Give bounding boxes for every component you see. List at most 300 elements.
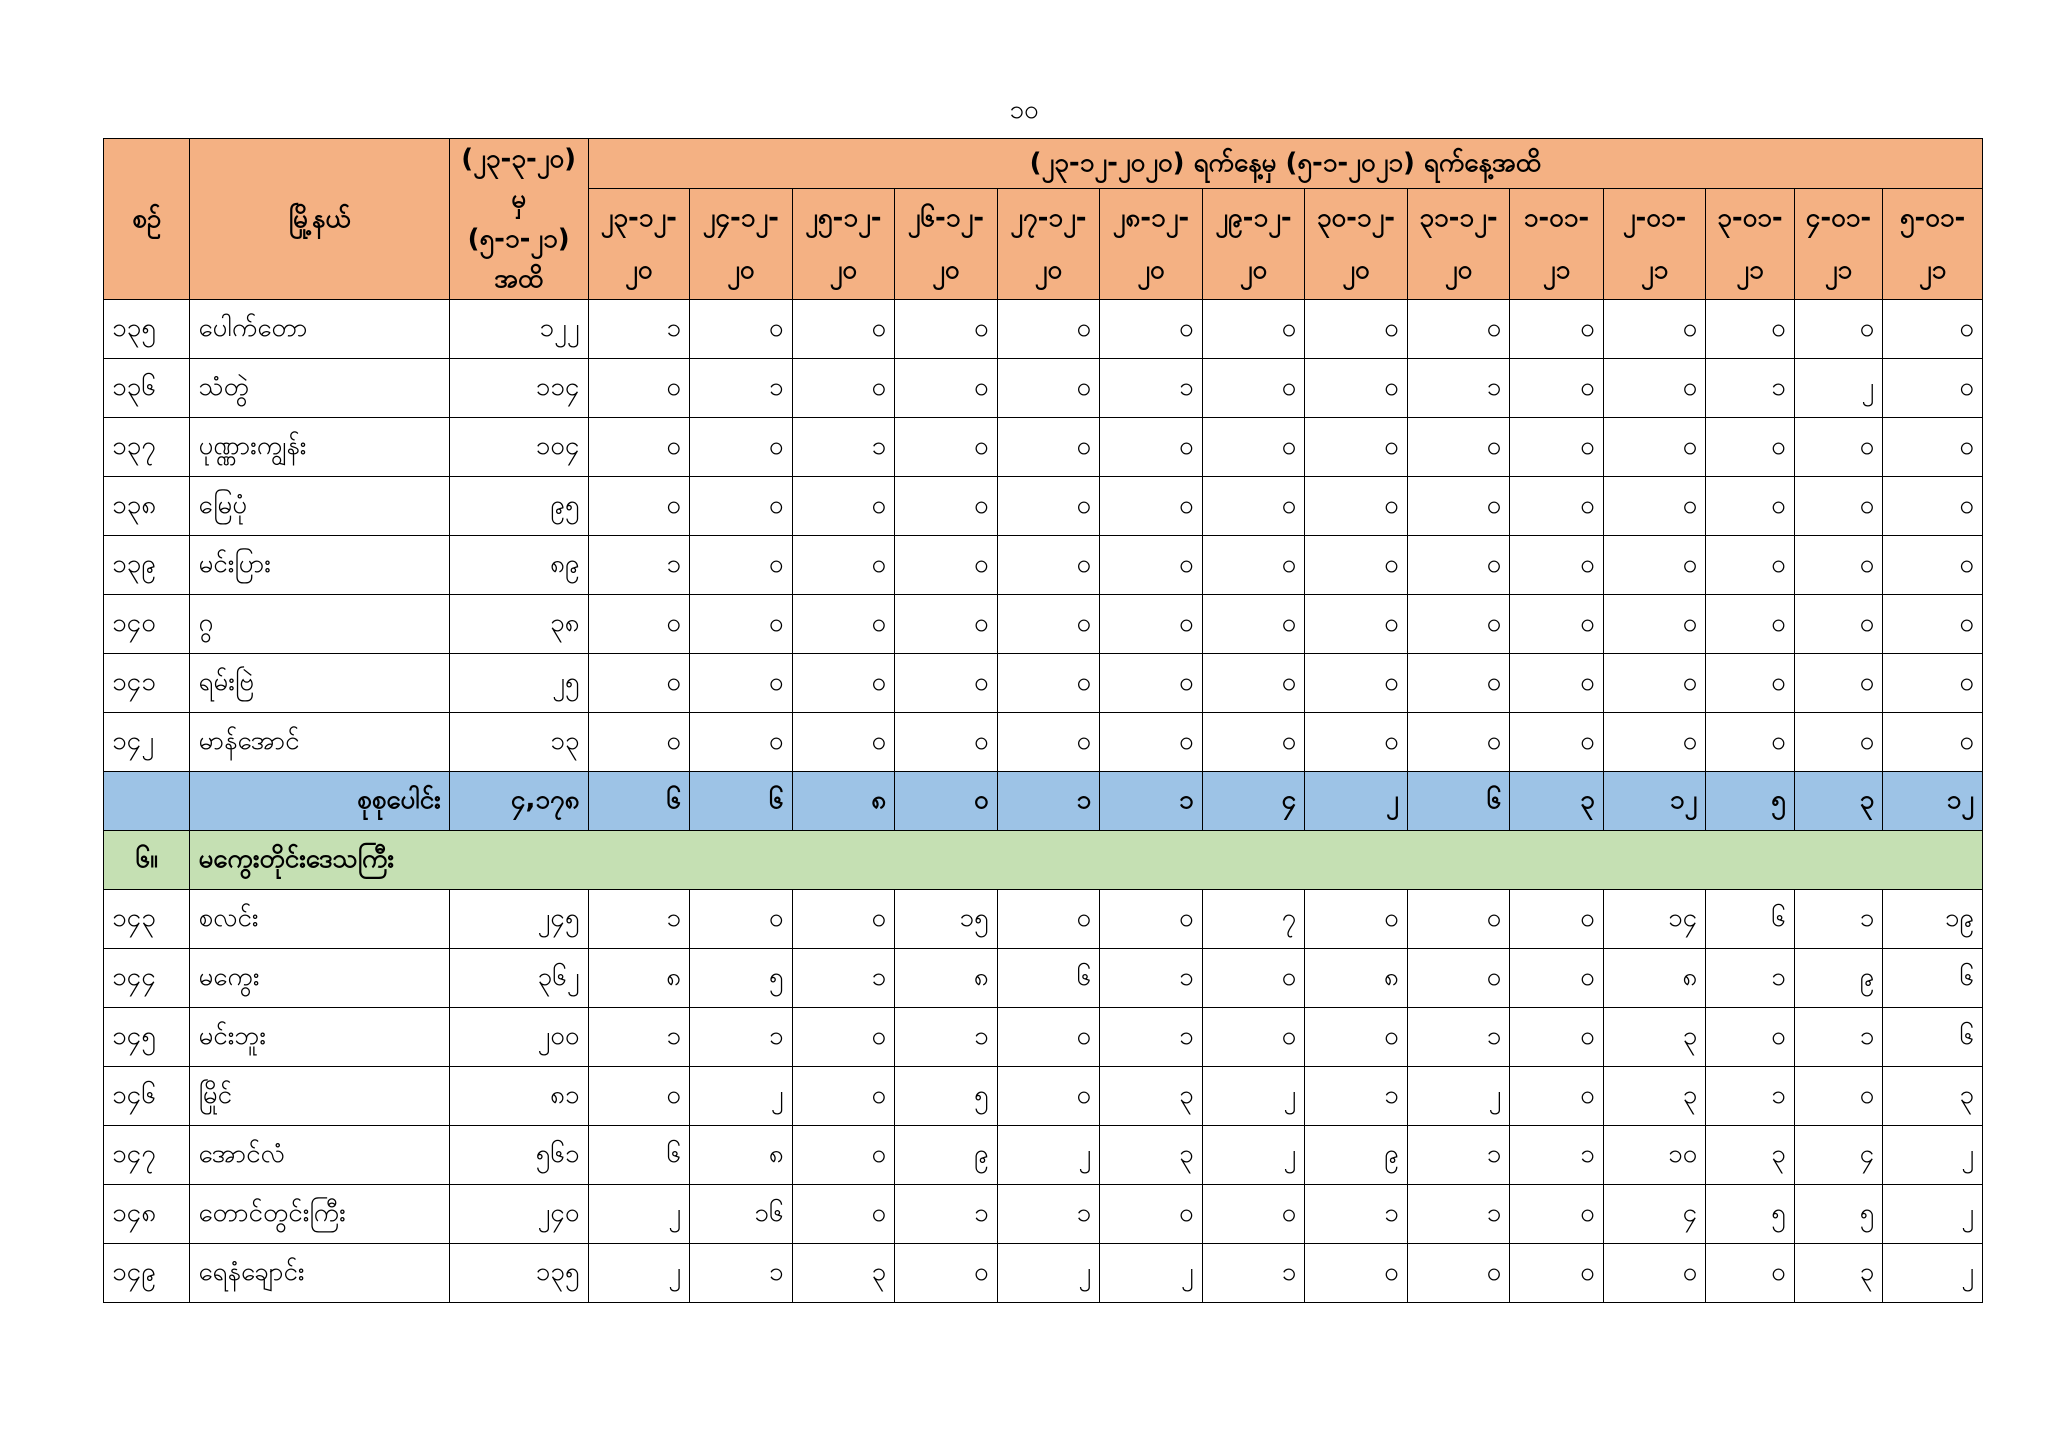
cumulative-cell: ၅၆၁ bbox=[449, 1126, 588, 1185]
daily-count-cell: ၀ bbox=[895, 595, 998, 654]
daily-count-cell: ၂ bbox=[997, 1244, 1100, 1303]
header-date-line-2: ၂၀ bbox=[1137, 254, 1165, 285]
daily-count-cell: ၀ bbox=[1202, 949, 1305, 1008]
daily-count-cell: ၁ bbox=[1407, 1008, 1510, 1067]
daily-count-cell: ၀ bbox=[1407, 595, 1510, 654]
header-date-8 bbox=[1305, 188, 1408, 299]
table-row bbox=[104, 1067, 1983, 1126]
daily-count-cell: ၃ bbox=[1883, 1067, 1983, 1126]
header-date-5 bbox=[997, 188, 1100, 299]
table-row bbox=[104, 890, 1983, 949]
total-daily-cell: ၀ bbox=[895, 772, 998, 831]
header-date-12 bbox=[1706, 188, 1794, 299]
daily-count-cell: ၀ bbox=[1305, 713, 1408, 772]
daily-count-cell: ၀ bbox=[588, 595, 690, 654]
daily-count-cell: ၃ bbox=[1794, 1244, 1882, 1303]
cumulative-cell: ၁၃ bbox=[449, 713, 588, 772]
daily-count-cell: ၁ bbox=[997, 1185, 1100, 1244]
daily-count-cell: ၀ bbox=[1510, 654, 1603, 713]
header-date-1 bbox=[588, 188, 690, 299]
header-date-line-1: ၃-၀၁- bbox=[1717, 202, 1783, 233]
header-row-top bbox=[104, 139, 1983, 189]
daily-count-cell: ၀ bbox=[690, 300, 793, 359]
daily-count-cell: ၀ bbox=[997, 595, 1100, 654]
daily-count-cell: ၂ bbox=[997, 1126, 1100, 1185]
serial-no-cell: ၁၃၆ bbox=[104, 359, 190, 418]
daily-count-cell: ၀ bbox=[1510, 595, 1603, 654]
cumulative-cell: ၈၁ bbox=[449, 1067, 588, 1126]
header-date-3 bbox=[792, 188, 895, 299]
daily-count-cell: ၀ bbox=[1603, 536, 1706, 595]
daily-count-cell: ၀ bbox=[1794, 654, 1882, 713]
daily-count-cell: ၁ bbox=[1407, 1126, 1510, 1185]
daily-count-cell: ၆ bbox=[997, 949, 1100, 1008]
daily-count-cell: ၀ bbox=[792, 713, 895, 772]
daily-count-cell: ၁၀ bbox=[1603, 1126, 1706, 1185]
daily-count-cell: ၈ bbox=[588, 949, 690, 1008]
daily-count-cell: ၅ bbox=[895, 1067, 998, 1126]
township-name-cell: ပေါက်တော bbox=[190, 300, 449, 359]
township-name-cell: မာန်အောင် bbox=[190, 713, 449, 772]
daily-count-cell: ၀ bbox=[1202, 595, 1305, 654]
header-date-line-1: ၂၃-၁၂- bbox=[600, 202, 677, 233]
serial-no-cell: ၁၄၄ bbox=[104, 949, 190, 1008]
header-date-line-2: ၂၀ bbox=[1034, 254, 1063, 285]
daily-count-cell: ၀ bbox=[1100, 654, 1203, 713]
daily-count-cell: ၂ bbox=[1794, 359, 1882, 418]
header-date-line-1: ၃၀-၁၂- bbox=[1316, 202, 1396, 233]
daily-count-cell: ၀ bbox=[1794, 595, 1882, 654]
header-date-line-1: ၂၄-၁၂- bbox=[702, 202, 779, 233]
daily-count-cell: ၁ bbox=[690, 359, 793, 418]
section-number: ၆။ bbox=[104, 831, 190, 890]
header-date-line-2: ၂၁ bbox=[1640, 254, 1669, 285]
table-row bbox=[104, 418, 1983, 477]
table-row bbox=[104, 1126, 1983, 1185]
total-daily-cell: ၁ bbox=[1100, 772, 1203, 831]
table-row bbox=[104, 536, 1983, 595]
daily-count-cell: ၄ bbox=[1794, 1126, 1882, 1185]
table-row bbox=[104, 300, 1983, 359]
daily-count-cell: ၀ bbox=[1603, 359, 1706, 418]
daily-count-cell: ၀ bbox=[997, 713, 1100, 772]
township-name-cell: ရမ်းဗြဲ bbox=[190, 654, 449, 713]
daily-count-cell: ၀ bbox=[792, 359, 895, 418]
header-date-line-2: ၂၀ bbox=[727, 254, 755, 285]
daily-count-cell: ၀ bbox=[1407, 1244, 1510, 1303]
header-date-line-1: ၄-၀၁- bbox=[1805, 202, 1872, 233]
section-row bbox=[104, 831, 1983, 890]
table-row bbox=[104, 949, 1983, 1008]
daily-count-cell: ၀ bbox=[792, 300, 895, 359]
header-date-line-1: ၂၅-၁၂- bbox=[805, 202, 882, 233]
header-date-line-1: ၂၇-၁၂- bbox=[1010, 202, 1087, 233]
header-cumulative-line-1: (၂၃-၃-၂၀) bbox=[461, 144, 577, 174]
daily-count-cell: ၁ bbox=[588, 536, 690, 595]
daily-count-cell: ၀ bbox=[1706, 713, 1794, 772]
township-name-cell: မြိုင် bbox=[190, 1067, 449, 1126]
daily-count-cell: ၀ bbox=[690, 595, 793, 654]
total-daily-cell: ၅ bbox=[1706, 772, 1794, 831]
daily-count-cell: ၀ bbox=[895, 300, 998, 359]
total-row bbox=[104, 772, 1983, 831]
daily-count-cell: ၁ bbox=[792, 418, 895, 477]
daily-count-cell: ၀ bbox=[997, 300, 1100, 359]
daily-count-cell: ၀ bbox=[1883, 536, 1983, 595]
daily-count-cell: ၁ bbox=[588, 890, 690, 949]
serial-no-cell: ၁၃၅ bbox=[104, 300, 190, 359]
daily-count-cell: ၀ bbox=[792, 1008, 895, 1067]
daily-count-cell: ၁ bbox=[1100, 949, 1203, 1008]
header-date-line-2: ၂၀ bbox=[932, 254, 960, 285]
daily-count-cell: ၆ bbox=[1706, 890, 1794, 949]
daily-count-cell: ၀ bbox=[1510, 300, 1603, 359]
daily-count-cell: ၀ bbox=[895, 1244, 998, 1303]
daily-count-cell: ၀ bbox=[895, 654, 998, 713]
daily-count-cell: ၀ bbox=[1510, 359, 1603, 418]
daily-count-cell: ၀ bbox=[997, 890, 1100, 949]
daily-count-cell: ၂ bbox=[1883, 1185, 1983, 1244]
township-name-cell: ရေနံချောင်း bbox=[190, 1244, 449, 1303]
daily-count-cell: ၁ bbox=[1510, 1126, 1603, 1185]
daily-count-cell: ၀ bbox=[1305, 595, 1408, 654]
daily-count-cell: ၀ bbox=[1202, 359, 1305, 418]
total-daily-cell: ၆ bbox=[690, 772, 793, 831]
township-name-cell: ဂွ bbox=[190, 595, 449, 654]
daily-count-cell: ၀ bbox=[1706, 300, 1794, 359]
daily-count-cell: ၀ bbox=[1510, 1008, 1603, 1067]
daily-count-cell: ၀ bbox=[1305, 1244, 1408, 1303]
covid-cases-table bbox=[103, 138, 1983, 1303]
daily-count-cell: ၁ bbox=[690, 1244, 793, 1303]
daily-count-cell: ၀ bbox=[997, 477, 1100, 536]
daily-count-cell: ၀ bbox=[1794, 1067, 1882, 1126]
daily-count-cell: ၀ bbox=[1706, 1244, 1794, 1303]
daily-count-cell: ၀ bbox=[1706, 536, 1794, 595]
daily-count-cell: ၀ bbox=[588, 713, 690, 772]
daily-count-cell: ၀ bbox=[690, 536, 793, 595]
daily-count-cell: ၉ bbox=[1794, 949, 1882, 1008]
daily-count-cell: ၀ bbox=[1883, 418, 1983, 477]
daily-count-cell: ၁ bbox=[588, 1008, 690, 1067]
daily-count-cell: ၇ bbox=[1202, 890, 1305, 949]
daily-count-cell: ၀ bbox=[588, 477, 690, 536]
table-row bbox=[104, 477, 1983, 536]
header-date-13 bbox=[1794, 188, 1882, 299]
daily-count-cell: ၀ bbox=[1603, 477, 1706, 536]
cumulative-cell: ၂၄၅ bbox=[449, 890, 588, 949]
daily-count-cell: ၀ bbox=[1510, 949, 1603, 1008]
daily-count-cell: ၀ bbox=[1510, 713, 1603, 772]
daily-count-cell: ၀ bbox=[1510, 890, 1603, 949]
daily-count-cell: ၀ bbox=[1202, 418, 1305, 477]
daily-count-cell: ၀ bbox=[1883, 300, 1983, 359]
daily-count-cell: ၀ bbox=[690, 713, 793, 772]
table-body bbox=[104, 300, 1983, 1303]
cumulative-cell: ၃၈ bbox=[449, 595, 588, 654]
header-cumulative bbox=[449, 139, 588, 300]
township-name-cell: မြေပုံ bbox=[190, 477, 449, 536]
daily-count-cell: ၁ bbox=[895, 1185, 998, 1244]
daily-count-cell: ၁ bbox=[1706, 1067, 1794, 1126]
serial-no-cell: ၁၄၅ bbox=[104, 1008, 190, 1067]
daily-count-cell: ၀ bbox=[1794, 713, 1882, 772]
township-name-cell: သံတွဲ bbox=[190, 359, 449, 418]
daily-count-cell: ၀ bbox=[1407, 477, 1510, 536]
daily-count-cell: ၀ bbox=[792, 890, 895, 949]
header-date-line-1: ၂၆-၁၂- bbox=[907, 202, 985, 233]
daily-count-cell: ၁ bbox=[588, 300, 690, 359]
township-name-cell: မင်းပြား bbox=[190, 536, 449, 595]
daily-count-cell: ၀ bbox=[792, 595, 895, 654]
daily-count-cell: ၀ bbox=[1100, 890, 1203, 949]
daily-count-cell: ၀ bbox=[1305, 890, 1408, 949]
daily-count-cell: ၂ bbox=[1883, 1244, 1983, 1303]
daily-count-cell: ၀ bbox=[1794, 536, 1882, 595]
total-daily-cell: ၁၂ bbox=[1883, 772, 1983, 831]
header-date-line-1: ၂-၀၁- bbox=[1622, 202, 1687, 233]
township-name-cell: မင်းဘူး bbox=[190, 1008, 449, 1067]
daily-count-cell: ၀ bbox=[1883, 477, 1983, 536]
daily-count-cell: ၂ bbox=[1407, 1067, 1510, 1126]
daily-count-cell: ၀ bbox=[1407, 949, 1510, 1008]
township-name-cell: အောင်လံ bbox=[190, 1126, 449, 1185]
daily-count-cell: ၀ bbox=[1706, 477, 1794, 536]
township-name-cell: ပုဏ္ဏားကျွန်း bbox=[190, 418, 449, 477]
daily-count-cell: ၀ bbox=[1202, 713, 1305, 772]
daily-count-cell: ၀ bbox=[895, 536, 998, 595]
daily-count-cell: ၀ bbox=[1407, 654, 1510, 713]
daily-count-cell: ၀ bbox=[1100, 713, 1203, 772]
table-row bbox=[104, 1185, 1983, 1244]
daily-count-cell: ၁၅ bbox=[895, 890, 998, 949]
total-daily-cell: ၆ bbox=[588, 772, 690, 831]
daily-count-cell: ၀ bbox=[1407, 890, 1510, 949]
daily-count-cell: ၂ bbox=[1202, 1126, 1305, 1185]
header-date-line-2: ၂၀ bbox=[1444, 254, 1473, 285]
header-date-4 bbox=[895, 188, 998, 299]
serial-no-cell: ၁၃၇ bbox=[104, 418, 190, 477]
serial-no-cell: ၁၄၉ bbox=[104, 1244, 190, 1303]
daily-count-cell: ၁ bbox=[1202, 1244, 1305, 1303]
daily-count-cell: ၀ bbox=[1510, 1244, 1603, 1303]
daily-count-cell: ၂ bbox=[588, 1185, 690, 1244]
cumulative-cell: ၂၀၀ bbox=[449, 1008, 588, 1067]
header-date-line-2: ၂၁ bbox=[1824, 254, 1853, 285]
table-row bbox=[104, 359, 1983, 418]
daily-count-cell: ၀ bbox=[690, 890, 793, 949]
daily-count-cell: ၀ bbox=[1407, 713, 1510, 772]
table-row bbox=[104, 654, 1983, 713]
daily-count-cell: ၀ bbox=[1603, 654, 1706, 713]
daily-count-cell: ၃ bbox=[1706, 1126, 1794, 1185]
daily-count-cell: ၀ bbox=[997, 654, 1100, 713]
serial-no-cell: ၁၃၉ bbox=[104, 536, 190, 595]
total-daily-cell: ၄ bbox=[1202, 772, 1305, 831]
daily-count-cell: ၀ bbox=[1407, 300, 1510, 359]
serial-no-cell: ၁၄၂ bbox=[104, 713, 190, 772]
header-date-11 bbox=[1603, 188, 1706, 299]
daily-count-cell: ၁ bbox=[1305, 1067, 1408, 1126]
table-row bbox=[104, 595, 1983, 654]
header-date-line-2: ၂၀ bbox=[829, 254, 858, 285]
cumulative-cell: ၃၆၂ bbox=[449, 949, 588, 1008]
daily-count-cell: ၃ bbox=[1100, 1067, 1203, 1126]
header-date-line-2: ၂၁ bbox=[1736, 254, 1764, 285]
daily-count-cell: ၆ bbox=[588, 1126, 690, 1185]
header-date-9 bbox=[1407, 188, 1510, 299]
daily-count-cell: ၀ bbox=[1510, 477, 1603, 536]
daily-count-cell: ၀ bbox=[690, 654, 793, 713]
header-date-10 bbox=[1510, 188, 1603, 299]
daily-count-cell: ၈ bbox=[895, 949, 998, 1008]
daily-count-cell: ၀ bbox=[1794, 300, 1882, 359]
daily-count-cell: ၄ bbox=[1603, 1185, 1706, 1244]
daily-count-cell: ၁ bbox=[792, 949, 895, 1008]
daily-count-cell: ၃ bbox=[1603, 1008, 1706, 1067]
cumulative-cell: ၂၄၀ bbox=[449, 1185, 588, 1244]
table-row bbox=[104, 1008, 1983, 1067]
cumulative-cell: ၁၂၂ bbox=[449, 300, 588, 359]
daily-count-cell: ၀ bbox=[690, 477, 793, 536]
daily-count-cell: ၀ bbox=[1305, 477, 1408, 536]
daily-count-cell: ၀ bbox=[1794, 477, 1882, 536]
total-daily-cell: ၃ bbox=[1510, 772, 1603, 831]
header-date-line-2: ၂၀ bbox=[1342, 254, 1370, 285]
section-title: မကွေးတိုင်းဒေသကြီး bbox=[190, 831, 1983, 890]
daily-count-cell: ၀ bbox=[792, 536, 895, 595]
daily-count-cell: ၀ bbox=[1100, 595, 1203, 654]
daily-count-cell: ၀ bbox=[1883, 595, 1983, 654]
daily-count-cell: ၀ bbox=[1202, 300, 1305, 359]
daily-count-cell: ၀ bbox=[792, 1185, 895, 1244]
daily-count-cell: ၀ bbox=[1305, 359, 1408, 418]
township-name-cell: မကွေး bbox=[190, 949, 449, 1008]
daily-count-cell: ၁ bbox=[1706, 949, 1794, 1008]
daily-count-cell: ၂ bbox=[1100, 1244, 1203, 1303]
daily-count-cell: ၀ bbox=[1202, 1185, 1305, 1244]
daily-count-cell: ၀ bbox=[1305, 536, 1408, 595]
serial-no-cell: ၁၄၈ bbox=[104, 1185, 190, 1244]
daily-count-cell: ၀ bbox=[1100, 1185, 1203, 1244]
daily-count-cell: ၂ bbox=[1202, 1067, 1305, 1126]
total-blank-cell bbox=[104, 772, 190, 831]
daily-count-cell: ၀ bbox=[588, 359, 690, 418]
township-name-cell: စလင်း bbox=[190, 890, 449, 949]
cumulative-cell: ၈၉ bbox=[449, 536, 588, 595]
daily-count-cell: ၀ bbox=[895, 418, 998, 477]
township-name-cell: တောင်တွင်းကြီး bbox=[190, 1185, 449, 1244]
header-date-7 bbox=[1202, 188, 1305, 299]
serial-no-cell: ၁၃၈ bbox=[104, 477, 190, 536]
daily-count-cell: ၈ bbox=[1305, 949, 1408, 1008]
header-date-line-1: ၅-၀၁- bbox=[1899, 202, 1966, 233]
total-daily-cell: ၂ bbox=[1305, 772, 1408, 831]
cumulative-cell: ၉၅ bbox=[449, 477, 588, 536]
serial-no-cell: ၁၄၇ bbox=[104, 1126, 190, 1185]
daily-count-cell: ၆ bbox=[1883, 1008, 1983, 1067]
daily-count-cell: ၀ bbox=[1202, 1008, 1305, 1067]
daily-count-cell: ၀ bbox=[895, 477, 998, 536]
daily-count-cell: ၃ bbox=[1603, 1067, 1706, 1126]
daily-count-cell: ၀ bbox=[1603, 713, 1706, 772]
total-daily-cell: ၁၂ bbox=[1603, 772, 1706, 831]
daily-count-cell: ၀ bbox=[1706, 1008, 1794, 1067]
daily-count-cell: ၀ bbox=[1883, 713, 1983, 772]
header-date-range: (၂၃-၁၂-၂၀၂၀) ရက်နေ့မှ (၅-၁-၂၀၂၁) ရက်နေ့အထိ bbox=[588, 139, 1983, 189]
daily-count-cell: ၁ bbox=[690, 1008, 793, 1067]
header-date-line-2: ၂၁ bbox=[1542, 254, 1571, 285]
total-daily-cell: ၈ bbox=[792, 772, 895, 831]
daily-count-cell: ၀ bbox=[895, 713, 998, 772]
daily-count-cell: ၀ bbox=[1407, 418, 1510, 477]
header-date-14 bbox=[1883, 188, 1983, 299]
daily-count-cell: ၀ bbox=[1883, 359, 1983, 418]
header-serial-no: စဉ် bbox=[104, 139, 190, 300]
daily-count-cell: ၀ bbox=[1100, 418, 1203, 477]
daily-count-cell: ၁ bbox=[1100, 1008, 1203, 1067]
daily-count-cell: ၀ bbox=[588, 1067, 690, 1126]
table-header bbox=[104, 139, 1983, 300]
total-daily-cell: ၁ bbox=[997, 772, 1100, 831]
daily-count-cell: ၀ bbox=[1883, 654, 1983, 713]
cumulative-cell: ၁၀၄ bbox=[449, 418, 588, 477]
daily-count-cell: ၀ bbox=[895, 359, 998, 418]
serial-no-cell: ၁၄၆ bbox=[104, 1067, 190, 1126]
daily-count-cell: ၀ bbox=[792, 477, 895, 536]
table-row bbox=[104, 1244, 1983, 1303]
daily-count-cell: ၁ bbox=[1706, 359, 1794, 418]
daily-count-cell: ၀ bbox=[1706, 418, 1794, 477]
daily-count-cell: ၀ bbox=[1407, 536, 1510, 595]
daily-count-cell: ၀ bbox=[1603, 300, 1706, 359]
daily-count-cell: ၁၄ bbox=[1603, 890, 1706, 949]
daily-count-cell: ၀ bbox=[1305, 1008, 1408, 1067]
daily-count-cell: ၀ bbox=[1603, 1244, 1706, 1303]
serial-no-cell: ၁၄၁ bbox=[104, 654, 190, 713]
daily-count-cell: ၀ bbox=[1603, 595, 1706, 654]
header-township: မြို့နယ် bbox=[190, 139, 449, 300]
daily-count-cell: ၅ bbox=[1706, 1185, 1794, 1244]
daily-count-cell: ၃ bbox=[792, 1244, 895, 1303]
daily-count-cell: ၀ bbox=[1305, 300, 1408, 359]
header-date-line-1: ၂၈-၁၂- bbox=[1112, 202, 1190, 233]
daily-count-cell: ၀ bbox=[997, 1067, 1100, 1126]
daily-count-cell: ၂ bbox=[588, 1244, 690, 1303]
daily-count-cell: ၁ bbox=[1794, 890, 1882, 949]
daily-count-cell: ၁ bbox=[1100, 359, 1203, 418]
total-daily-cell: ၃ bbox=[1794, 772, 1882, 831]
cumulative-cell: ၁၁၄ bbox=[449, 359, 588, 418]
daily-count-cell: ၅ bbox=[1794, 1185, 1882, 1244]
daily-count-cell: ၁ bbox=[1794, 1008, 1882, 1067]
daily-count-cell: ၀ bbox=[1100, 300, 1203, 359]
daily-count-cell: ၈ bbox=[1603, 949, 1706, 1008]
daily-count-cell: ၁ bbox=[1305, 1185, 1408, 1244]
daily-count-cell: ၀ bbox=[1706, 654, 1794, 713]
total-cumulative-cell: ၄,၁၇၈ bbox=[449, 772, 588, 831]
daily-count-cell: ၆ bbox=[1883, 949, 1983, 1008]
daily-count-cell: ၀ bbox=[1794, 418, 1882, 477]
daily-count-cell: ၀ bbox=[997, 418, 1100, 477]
daily-count-cell: ၀ bbox=[792, 1067, 895, 1126]
daily-count-cell: ၁ bbox=[895, 1008, 998, 1067]
daily-count-cell: ၀ bbox=[1100, 477, 1203, 536]
header-cumulative-line-3: (၅-၁-၂၁) bbox=[467, 224, 570, 254]
daily-count-cell: ၂ bbox=[1883, 1126, 1983, 1185]
daily-count-cell: ၁ bbox=[1407, 359, 1510, 418]
table-row bbox=[104, 713, 1983, 772]
